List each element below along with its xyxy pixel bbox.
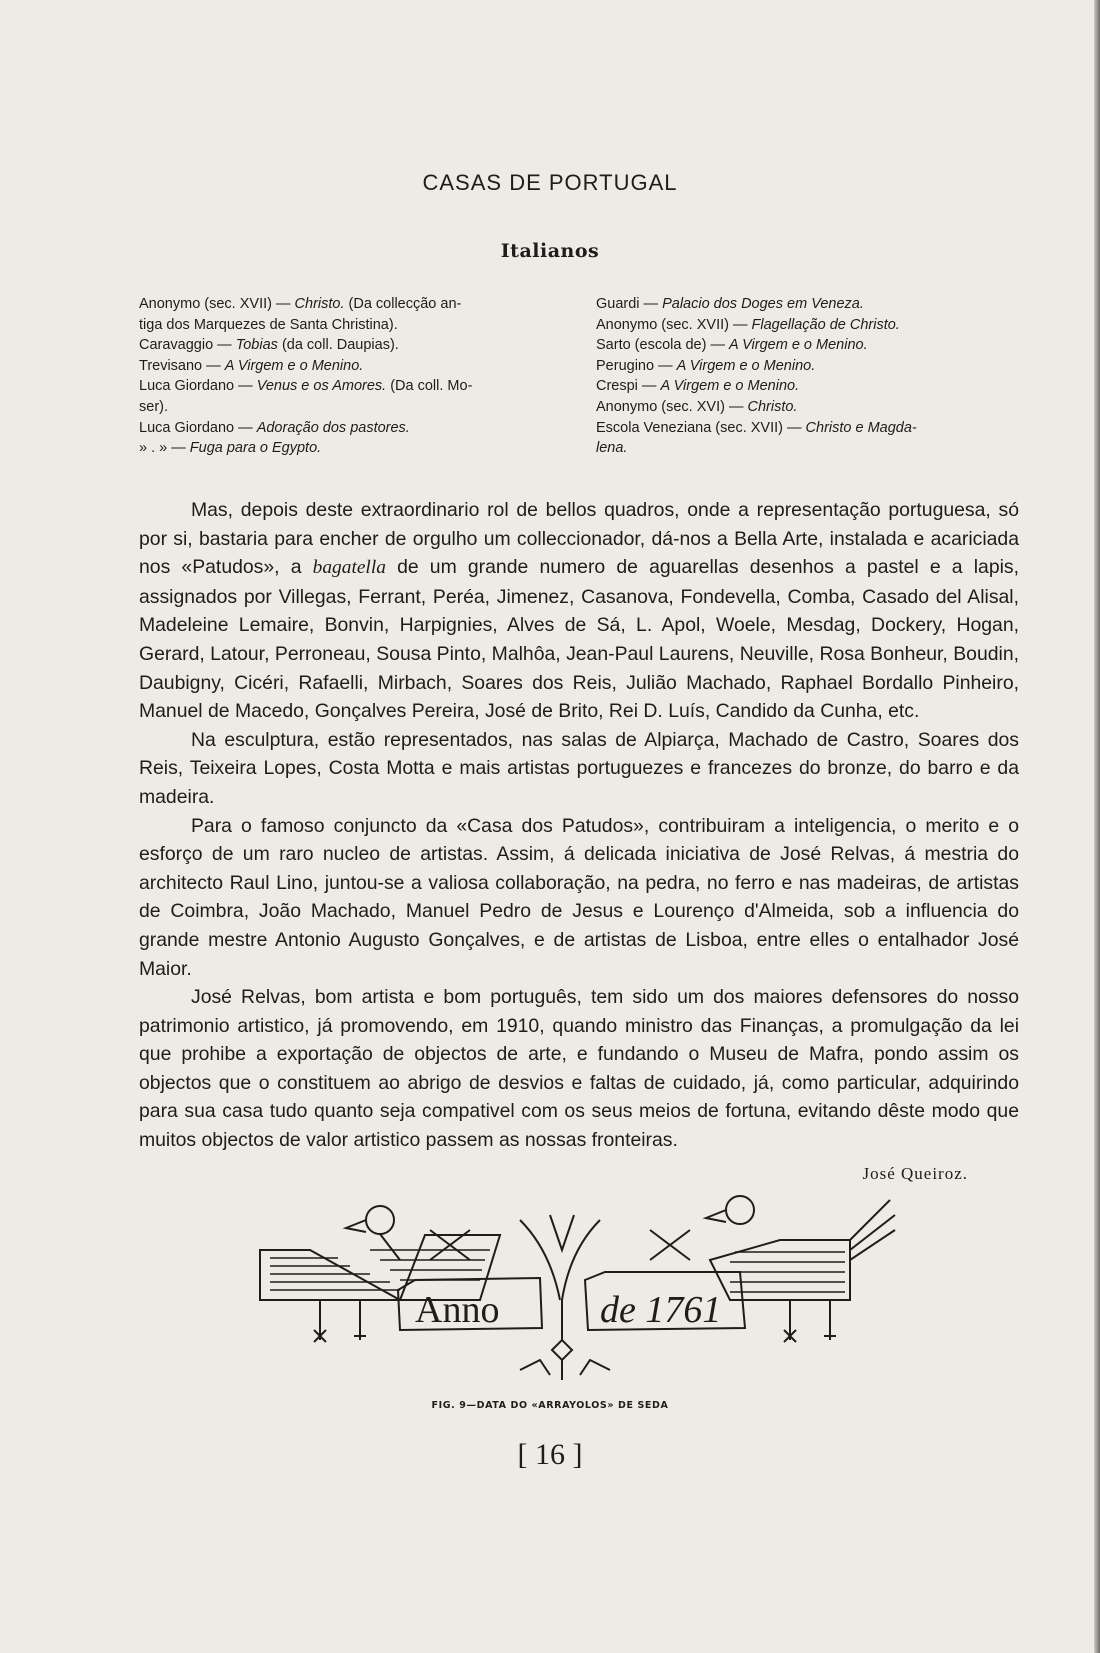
left-column-entry-work: Venus e os Amores. [256,378,387,395]
left-column-entry-work: Adoração dos pastores. [256,419,410,436]
right-column-entry-pre: Perugino — [596,357,677,374]
right-column-entry [596,356,1011,377]
right-column-entry [596,438,1011,459]
paragraph-2: Na esculptura, estão representados, nas salas de Alpiarça, Machado de Castro, Soares dos Reis, Teixeira Lopes, Costa Motta e mais artistas portuguezes e francezes do bronze, do barro e da madeira. [139,728,1019,808]
paragraph-1 [139,496,1019,726]
left-column-entry-pre: ser). [139,398,168,415]
right-column-entry-pre: Anonymo (sec. XVII) — [596,316,752,333]
left-column-entry-post: (da coll. Daupias). [277,337,399,354]
left-column-entry [139,418,569,439]
left-column-entry-pre: Luca Giordano — [139,419,257,436]
left-column-entry-work: Christo. [294,296,345,312]
right-bird-motif [706,1196,895,1342]
section-title: Italianos [500,240,600,262]
left-column-entry-pre: Anonymo (sec. XVII) — [139,296,295,312]
right-column-entry [596,376,1011,397]
right-column-entry-work: Flagellação de Christo. [751,316,900,333]
left-column-entry-pre: Caravaggio — [139,337,236,354]
right-column-entry [596,315,1011,336]
figure-caption: FIG. 9—DATA DO «ARRAYOLOS» DE SEDA [431,1400,669,1411]
signature: José Queiroz. [862,1164,968,1183]
left-column-entry [139,335,569,356]
right-cross-motif [650,1230,690,1260]
page-number: [ 16 ] [517,1438,583,1471]
left-column-entry-work: Tobias [235,337,278,354]
right-column-entry-pre: Escola Veneziana (sec. XVII) — [596,419,806,436]
left-column-entry-post: (Da collecção an- [344,296,462,312]
left-column-entry-pre: tiga dos Marquezes de Santa Christina). [139,316,398,333]
right-column-entry-pre: Guardi — [596,296,663,312]
paragraph-1-part-a: Mas, depois deste extraordinario rol de bellos quadros, onde a representação portuguesa, só por si, bastaria para encher de orgulho um colleccionador, dá-nos a Bella Arte, instalada e acariciada nos «Patudos», a [139,499,1019,579]
right-column-list [596,294,1011,459]
paragraph-4: José Relvas, bom artista e bom português, tem sido um dos maiores defensores do nosso patrimonio artistico, já promovendo, em 1910, quando ministro das Finanças, a promulgação da lei que prohibe a exportação de objectos de arte, e fundando o Museu de Mafra, pondo assim os objectos que o constituem ao abrigo de desvios e faltas de cuidado, já, como particular, adquirindo para sua casa tudo quanto seja compativel com os seus meios de fortuna, evitando dêste modo que muitos objectos de valor artistico passem as nossas fronteiras. [139,986,1019,1152]
right-column-entry-work: Palacio dos Doges em Veneza. [662,296,864,312]
left-column-entry-post: (Da coll. Mo- [386,378,473,395]
left-column-entry [139,397,569,418]
right-column-entry-work: A Virgem e o Menino. [728,337,868,354]
arraiolos-date-figure [250,1190,900,1390]
right-column-entry [596,397,1011,418]
left-column-entry-work: Fuga para o Egypto. [189,440,322,457]
right-column-entry-work: Christo. [747,398,798,415]
right-column-entry-pre: Sarto (escola de) — [596,337,729,354]
inscription-right: de 1761 [600,1289,722,1331]
right-column-entry-work: A Virgem e o Menino. [676,357,816,374]
right-column-entry [596,418,1011,439]
right-column-entry-work: lena. [596,440,628,457]
paragraph-1-italic: bagatella [312,557,386,579]
left-column-entry-pre: Luca Giordano — [139,378,257,395]
right-column-entry [596,335,1011,356]
left-column-entry [139,356,569,377]
left-column-list [139,294,569,459]
right-column-entry [596,294,1011,315]
right-column-entry-work: A Virgem e o Menino. [660,378,800,395]
left-column-entry [139,315,569,336]
left-column-entry-work: A Virgem e o Menino. [224,357,364,374]
left-column-entry [139,438,569,459]
paragraph-3: Para o famoso conjuncto da «Casa dos Patudos», contribuiram a inteligencia, o merito e o esforço de um raro nucleo de artistas. Assim, á delicada iniciativa de José Relvas, á mestria do architecto Raul Lino, juntou-se a valiosa collaboração, na pedra, no ferro e nas madeiras, de artistas de Coimbra, João Machado, Manuel Pedro de Jesus e Lourenço d'Almeida, sob a influencia do grande mestre Antonio Augusto Gonçalves, e de artistas de Lisboa, entre elles o entalhador José Maior. [139,814,1019,980]
right-column-entry-pre: Crespi — [596,378,661,395]
left-column-entry [139,376,569,397]
right-column-entry-work: Christo e Magda- [805,419,917,436]
inscription-left: Anno [415,1289,500,1331]
left-column-entry-pre: Trevisano — [139,357,225,374]
left-column-entry-pre: » . » — [139,440,190,457]
left-column-entry [139,294,569,315]
body-text [139,496,1019,1155]
paragraph-1-part-b: de um grande numero de aguarellas desenhos a pastel e a lapis, assignados por Villegas, Ferrant, Peréa, Jimenez, Casanova, Fondevella, Comba, Casado del Alisal, Madeleine Lemaire, Bonvin, Harpignies, Alves de Sá, L. Apol, Woele, Mesdag, Dockery, Hogan, Gerard, Latour, Perroneau, Sousa Pinto, Malhôa, Jean-Paul Laurens, Neuville, Rosa Bonheur, Boudin, Daubigny, Cicéri, Rafaelli, Mirbach, Soares dos Reis, Julião Machado, Raphael Bordallo Pinheiro, Manuel de Macedo, Gonçalves Pereira, José de Brito, Rei D. Luís, Candido da Cunha, etc. [139,556,1019,723]
right-column-entry-pre: Anonymo (sec. XVI) — [596,398,748,415]
running-head: CASAS DE PORTUGAL [422,170,678,195]
center-tree-motif [520,1215,610,1380]
